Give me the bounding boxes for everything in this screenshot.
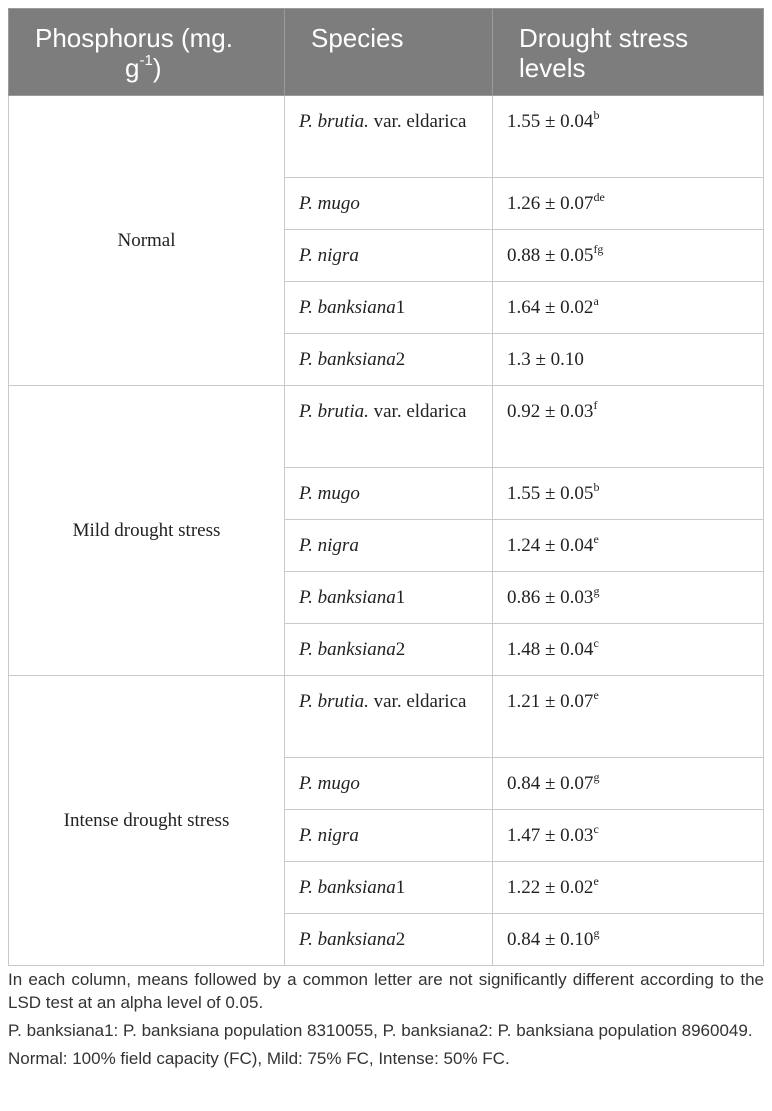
value-text: 1.24 ± 0.04 [507, 535, 594, 556]
value-cell [493, 468, 764, 520]
data-table [8, 8, 764, 966]
significance-letter: b [593, 107, 600, 122]
significance-letter: b [593, 479, 600, 494]
species-italic: P. brutia. [299, 691, 369, 712]
table-body [9, 96, 764, 966]
significance-letter: g [593, 583, 600, 598]
value-cell [493, 624, 764, 676]
value-text: 1.48 ± 0.04 [507, 639, 594, 660]
significance-letter: de [593, 189, 605, 204]
species-italic: P. mugo [299, 773, 360, 794]
value-text: 1.26 ± 0.07 [507, 193, 594, 214]
table-row [9, 386, 764, 468]
species-cell [285, 624, 493, 676]
value-cell [493, 386, 764, 468]
value-text: 0.84 ± 0.10 [507, 929, 594, 950]
species-suffix: 1 [395, 587, 406, 608]
value-cell [493, 572, 764, 624]
header-drought-levels: Drought stress levels [493, 9, 764, 96]
value-cell [493, 810, 764, 862]
species-italic: P. nigra [299, 245, 359, 266]
significance-letter: fg [593, 241, 604, 256]
species-suffix: var. eldarica [368, 401, 467, 422]
header-phosphorus [9, 9, 285, 96]
value-cell [493, 282, 764, 334]
species-cell [285, 282, 493, 334]
header-phosphorus-exponent: -1 [139, 52, 153, 70]
species-cell [285, 178, 493, 230]
header-species: Species [285, 9, 493, 96]
value-text: 0.84 ± 0.07 [507, 773, 594, 794]
value-cell [493, 178, 764, 230]
footnote-levels: Normal: 100% field capacity (FC), Mild: 75% FC, Intense: 50% FC. [8, 1049, 510, 1068]
species-cell [285, 386, 493, 468]
condition-cell: Normal [9, 96, 285, 386]
species-italic: P. banksiana [299, 929, 396, 950]
species-italic: P. nigra [299, 535, 359, 556]
species-italic: P. banksiana [299, 349, 396, 370]
value-cell [493, 520, 764, 572]
species-italic: P. brutia. [299, 111, 369, 132]
species-suffix: 2 [395, 639, 406, 660]
footnote-lsd: In each column, means followed by a common letter are not significantly different according to the LSD test at an alpha level of 0.05. [8, 970, 764, 1012]
value-text: 1.64 ± 0.02 [507, 297, 594, 318]
header-phosphorus-line1: Phosphorus (mg. [35, 23, 233, 53]
value-text: 0.86 ± 0.03 [507, 587, 594, 608]
species-cell [285, 914, 493, 966]
species-cell [285, 572, 493, 624]
table-footnotes [8, 968, 764, 1075]
species-suffix: var. eldarica [368, 111, 467, 132]
value-text: 1.3 ± 0.10 [507, 349, 584, 370]
species-italic: P. banksiana [299, 587, 396, 608]
value-cell [493, 96, 764, 178]
species-cell [285, 520, 493, 572]
species-cell [285, 468, 493, 520]
value-cell [493, 230, 764, 282]
significance-letter: a [593, 293, 599, 308]
value-text: 1.47 ± 0.03 [507, 825, 594, 846]
value-text: 0.92 ± 0.03 [507, 401, 594, 422]
header-phosphorus-unit: g [125, 53, 140, 83]
species-cell [285, 96, 493, 178]
species-suffix: 1 [395, 877, 406, 898]
species-italic: P. banksiana [299, 639, 396, 660]
condition-cell: Mild drought stress [9, 386, 285, 676]
species-cell [285, 758, 493, 810]
table-row [9, 676, 764, 758]
species-italic: P. banksiana [299, 877, 396, 898]
significance-letter: c [593, 821, 599, 836]
value-cell [493, 914, 764, 966]
significance-letter: g [593, 769, 600, 784]
significance-letter: g [593, 925, 600, 940]
significance-letter: e [593, 873, 599, 888]
footnote-populations: P. banksiana1: P. banksiana population 8310055, P. banksiana2: P. banksiana population 8960049. [8, 1021, 753, 1040]
value-cell [493, 334, 764, 386]
significance-letter: e [593, 531, 599, 546]
species-cell [285, 862, 493, 914]
species-cell [285, 334, 493, 386]
species-cell [285, 676, 493, 758]
value-text: 1.55 ± 0.05 [507, 483, 594, 504]
species-cell [285, 230, 493, 282]
species-italic: P. mugo [299, 193, 360, 214]
value-text: 1.22 ± 0.02 [507, 877, 594, 898]
value-cell [493, 758, 764, 810]
species-cell [285, 810, 493, 862]
table-row [9, 96, 764, 178]
value-text: 1.55 ± 0.04 [507, 111, 594, 132]
value-cell [493, 862, 764, 914]
species-italic: P. mugo [299, 483, 360, 504]
significance-letter: e [593, 687, 599, 702]
species-suffix: 2 [395, 349, 406, 370]
species-suffix: 1 [395, 297, 406, 318]
value-cell [493, 676, 764, 758]
significance-letter: c [593, 635, 599, 650]
condition-cell: Intense drought stress [9, 676, 285, 966]
significance-letter: f [593, 397, 598, 412]
species-italic: P. nigra [299, 825, 359, 846]
species-suffix: var. eldarica [368, 691, 467, 712]
species-suffix: 2 [395, 929, 406, 950]
header-phosphorus-close: ) [152, 53, 162, 83]
species-italic: P. banksiana [299, 297, 396, 318]
value-text: 1.21 ± 0.07 [507, 691, 594, 712]
value-text: 0.88 ± 0.05 [507, 245, 594, 266]
species-italic: P. brutia. [299, 401, 369, 422]
header-row [9, 9, 764, 96]
